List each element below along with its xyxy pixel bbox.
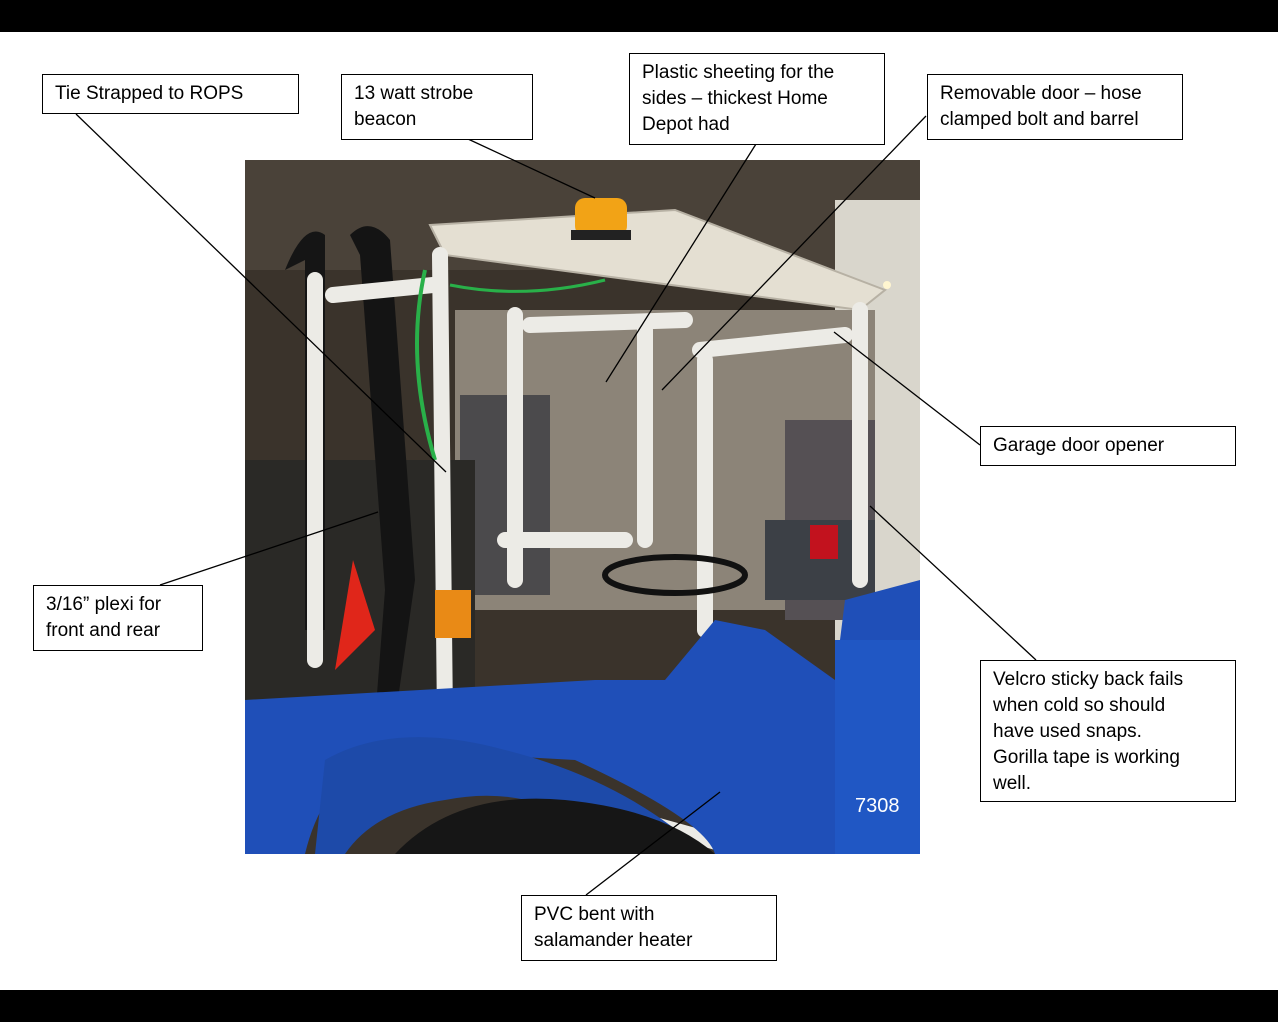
callout-plexi: 3/16” plexi for front and rear xyxy=(33,585,203,651)
callout-velcro: Velcro sticky back fails when cold so should have used snaps. Gorilla tape is working well. xyxy=(980,660,1236,802)
callout-plastic-sheeting: Plastic sheeting for the sides – thickest Home Depot had xyxy=(629,53,885,145)
tractor-number: 7308 xyxy=(855,795,900,817)
callout-strobe-beacon: 13 watt strobe beacon xyxy=(341,74,533,140)
callout-tie-strapped: Tie Strapped to ROPS xyxy=(42,74,299,114)
tractor-cab-photo xyxy=(245,160,920,854)
callout-garage-door-opener: Garage door opener xyxy=(980,426,1236,466)
callout-pvc-bent: PVC bent with salamander heater xyxy=(521,895,777,961)
tractor-cab-illustration xyxy=(245,160,920,854)
slide xyxy=(0,32,1278,990)
callout-removable-door: Removable door – hose clamped bolt and barrel xyxy=(927,74,1183,140)
